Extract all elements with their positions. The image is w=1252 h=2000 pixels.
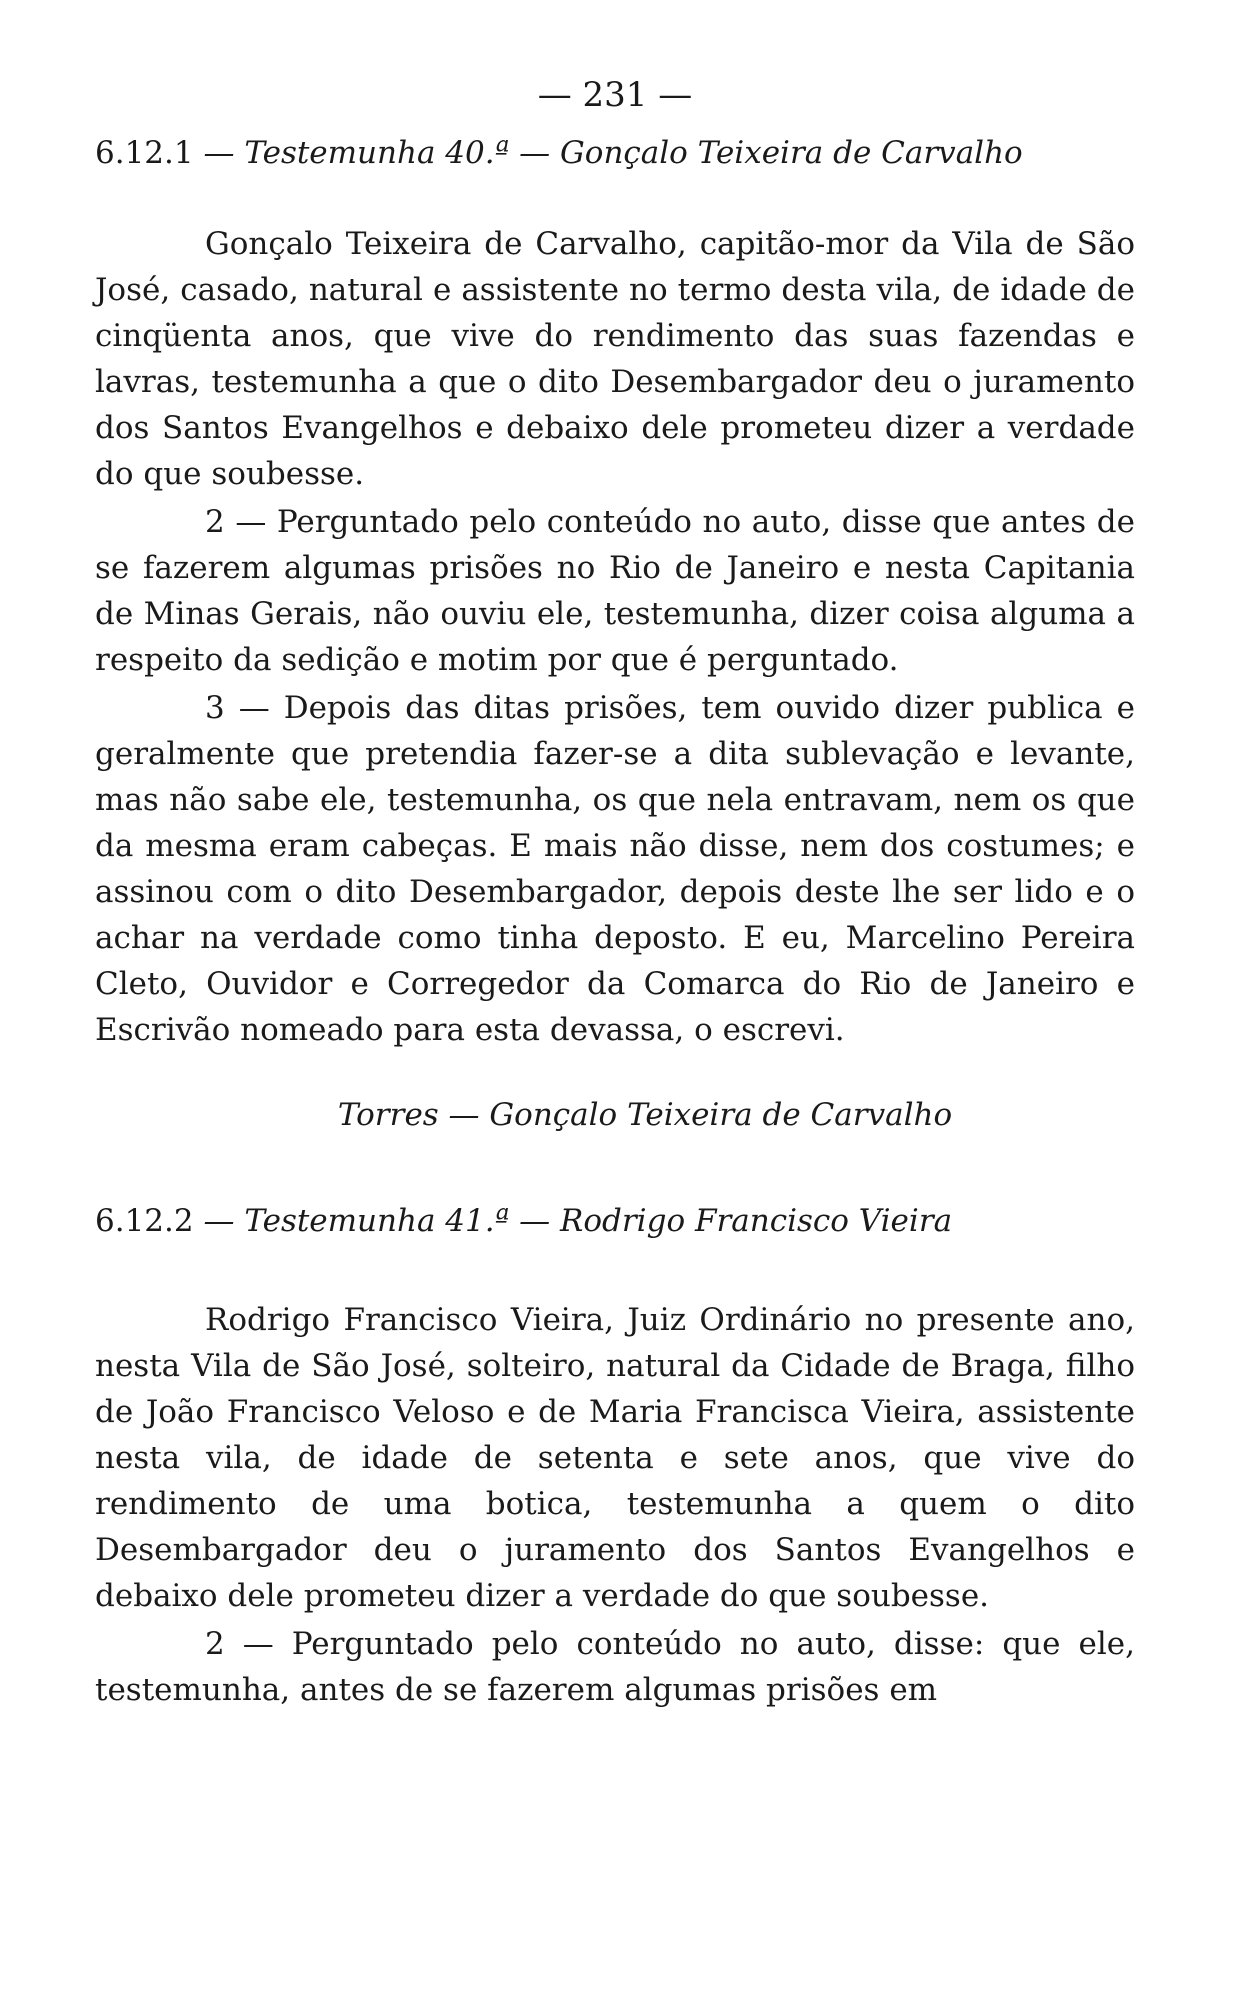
paragraph: 2 — Perguntado pelo conteúdo no auto, disse: que ele, testemunha, antes de se fazerem algumas prisões em — [95, 1626, 1135, 1708]
section-ref: 6.12.1 — [95, 135, 194, 171]
paragraph: Rodrigo Francisco Vieira, Juiz Ordinário no presente ano, nesta Vila de São José, solteiro, natural da Cidade de Braga, filho de João Francisco Veloso e de Maria Francisca Vieira, assistente nesta vila, de idade de setenta e sete anos, que vive do rendimento de uma botica, testemunha a quem o dito Desembargador deu o juramento dos Santos Evangelhos e debaixo dele prometeu dizer a verdade do que soubesse. — [95, 1302, 1135, 1614]
testimony-41-section — [95, 1203, 1135, 1713]
section-title: — Testemunha 41.ª — Rodrigo Francisco Vieira — [203, 1203, 953, 1239]
testimony-40-section — [95, 135, 1135, 1133]
page-number: — 231 — — [537, 75, 693, 115]
paragraph: Gonçalo Teixeira de Carvalho, capitão-mor da Vila de São José, casado, natural e assistente no termo desta vila, de idade de cinqüenta anos, que vive do rendimento das suas fazendas e lavras, testemunha a que o dito Desembargador deu o juramento dos Santos Evangelhos e debaixo dele prometeu dizer a verdade do que soubesse. — [95, 226, 1135, 492]
paragraph: 3 — Depois das ditas prisões, tem ouvido dizer publica e geralmente que pretendia fazer-se a dita sublevação e levante, mas não sabe ele, testemunha, os que nela entravam, nem os que da mesma eram cabeças. E mais não disse, nem dos costumes; e assinou com o dito Desembargador, depois deste lhe ser lido e o achar na verdade como tinha deposto. E eu, Marcelino Pereira Cleto, Ouvidor e Corregedor da Comarca do Rio de Janeiro e Escrivão nomeado para esta devassa, o escrevi. — [95, 690, 1135, 1048]
document-page — [95, 75, 1135, 1713]
paragraph: 2 — Perguntado pelo conteúdo no auto, disse que antes de se fazerem algumas prisões no Rio de Janeiro e nesta Capitania de Minas Gerais, não ouviu ele, testemunha, dizer coisa alguma a respeito da sedição e motim por que é perguntado. — [95, 504, 1135, 678]
section-ref: 6.12.2 — [95, 1203, 194, 1239]
section-heading — [95, 1203, 1135, 1239]
signature-line: Torres — Gonçalo Teixeira de Carvalho — [337, 1097, 953, 1133]
section-heading — [95, 135, 1135, 171]
section-title: — Testemunha 40.ª — Gonçalo Teixeira de Carvalho — [203, 135, 1023, 171]
